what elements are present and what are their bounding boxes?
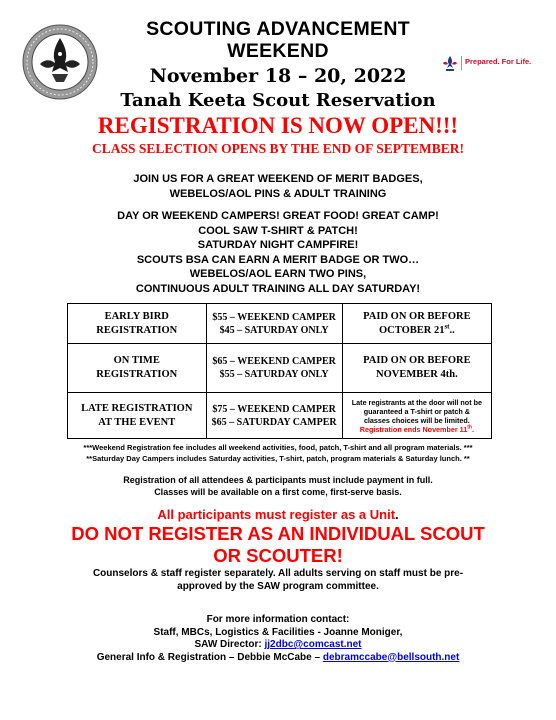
unit-registration-notice: All participants must register as a Unit.	[157, 507, 399, 522]
individual-registration-warning: DO NOT REGISTER AS AN INDIVIDUAL SCOUT OR SCOUTER!	[71, 523, 485, 566]
highlight-item: CONTINUOUS ADULT TRAINING ALL DAY SATURDAY!	[135, 282, 421, 295]
event-title-line1: SCOUTING ADVANCEMENT	[146, 18, 410, 40]
fee-tier-label: ON TIME REGISTRATION	[68, 344, 207, 393]
intro-text	[0, 172, 556, 201]
highlight-item: COOL SAW T-SHIRT & PATCH!	[198, 224, 358, 237]
weekend-fee-fine-print: ***Weekend Registration fee includes all weekend activities, food, patch, T-shirt and all program materials. ***	[83, 443, 473, 452]
event-title-line2: WEEKEND	[227, 40, 329, 62]
event-location: Tanah Keeta Scout Reservation	[120, 90, 436, 111]
table-row	[68, 344, 492, 393]
saturday-fee-fine-print: **Saturday Day Campers includes Saturday activities, T-shirt, patch, program materials & Saturday lunch. **	[86, 454, 470, 463]
highlight-item: SATURDAY NIGHT CAMPFIRE!	[197, 239, 359, 251]
fee-deadline: PAID ON OR BEFORE NOVEMBER 4th.	[342, 344, 491, 393]
fee-deadline: PAID ON OR BEFORE OCTOBER 21st..	[342, 304, 491, 344]
general-email-link[interactable]: debramccabe@bellsouth.net	[322, 651, 460, 663]
director-email-link[interactable]: jj2dbc@comcast.net	[264, 639, 362, 650]
intro-line: WEBELOS/AOL PINS & ADULT TRAINING	[169, 187, 387, 200]
contact-general-line: General Info & Registration – Debbie McCabe – debramccabe@bellsouth.net	[96, 651, 460, 663]
payment-notice: Registration of all attendees & participants must include payment in full. Classes will be available on a first come, first-serve basis.	[123, 475, 433, 497]
registration-open-banner: REGISTRATION IS NOW OPEN!!!	[97, 113, 459, 138]
intro-line: JOIN US FOR A GREAT WEEKEND OF MERIT BADGES,	[133, 173, 423, 185]
contact-staff-line: Staff, MBCs, Logistics & Facilities - Joanne Moniger,	[153, 626, 403, 638]
fee-prices: $65 – WEEKEND CAMPER $55 – SATURDAY ONLY	[206, 344, 342, 393]
contact-heading: For more information contact:	[206, 614, 350, 625]
table-row	[68, 304, 492, 344]
late-registration-note: Late registrants at the door will not be guaranteed a T-shirt or patch & classes choices will be limited. Registration ends November 11th.	[342, 393, 491, 439]
highlight-item: DAY OR WEEKEND CAMPERS! GREAT FOOD! GREAT CAMP!	[117, 210, 439, 222]
staff-registration-notice: Counselors & staff register separately. All adults serving on staff must be pre- approved by the SAW program committee.	[92, 568, 464, 592]
table-row	[68, 393, 492, 439]
bsa-tagline: Prepared. For Life.	[465, 57, 532, 66]
contact-info	[0, 614, 556, 664]
fee-table	[67, 303, 492, 439]
highlight-item: SCOUTS BSA CAN EARN A MERIT BADGE OR TWO…	[136, 253, 420, 266]
event-date: November 18 – 20, 2022	[149, 65, 407, 87]
fee-tier-label: EARLY BIRD REGISTRATION	[68, 304, 207, 344]
fee-prices: $55 – WEEKEND CAMPER $45 – SATURDAY ONLY	[206, 304, 342, 344]
contact-director-line: SAW Director: jj2dbc@comcast.net	[194, 639, 362, 650]
class-selection-notice: CLASS SELECTION OPENS BY THE END OF SEPTEMBER!	[92, 141, 464, 156]
fee-tier-label: LATE REGISTRATION AT THE EVENT	[68, 393, 207, 439]
highlights-list	[0, 209, 556, 296]
fee-prices: $75 – WEEKEND CAMPER $65 – SATURDAY CAMPER	[206, 393, 342, 439]
highlight-item: WEBELOS/AOL EARN TWO PINS,	[189, 268, 367, 280]
